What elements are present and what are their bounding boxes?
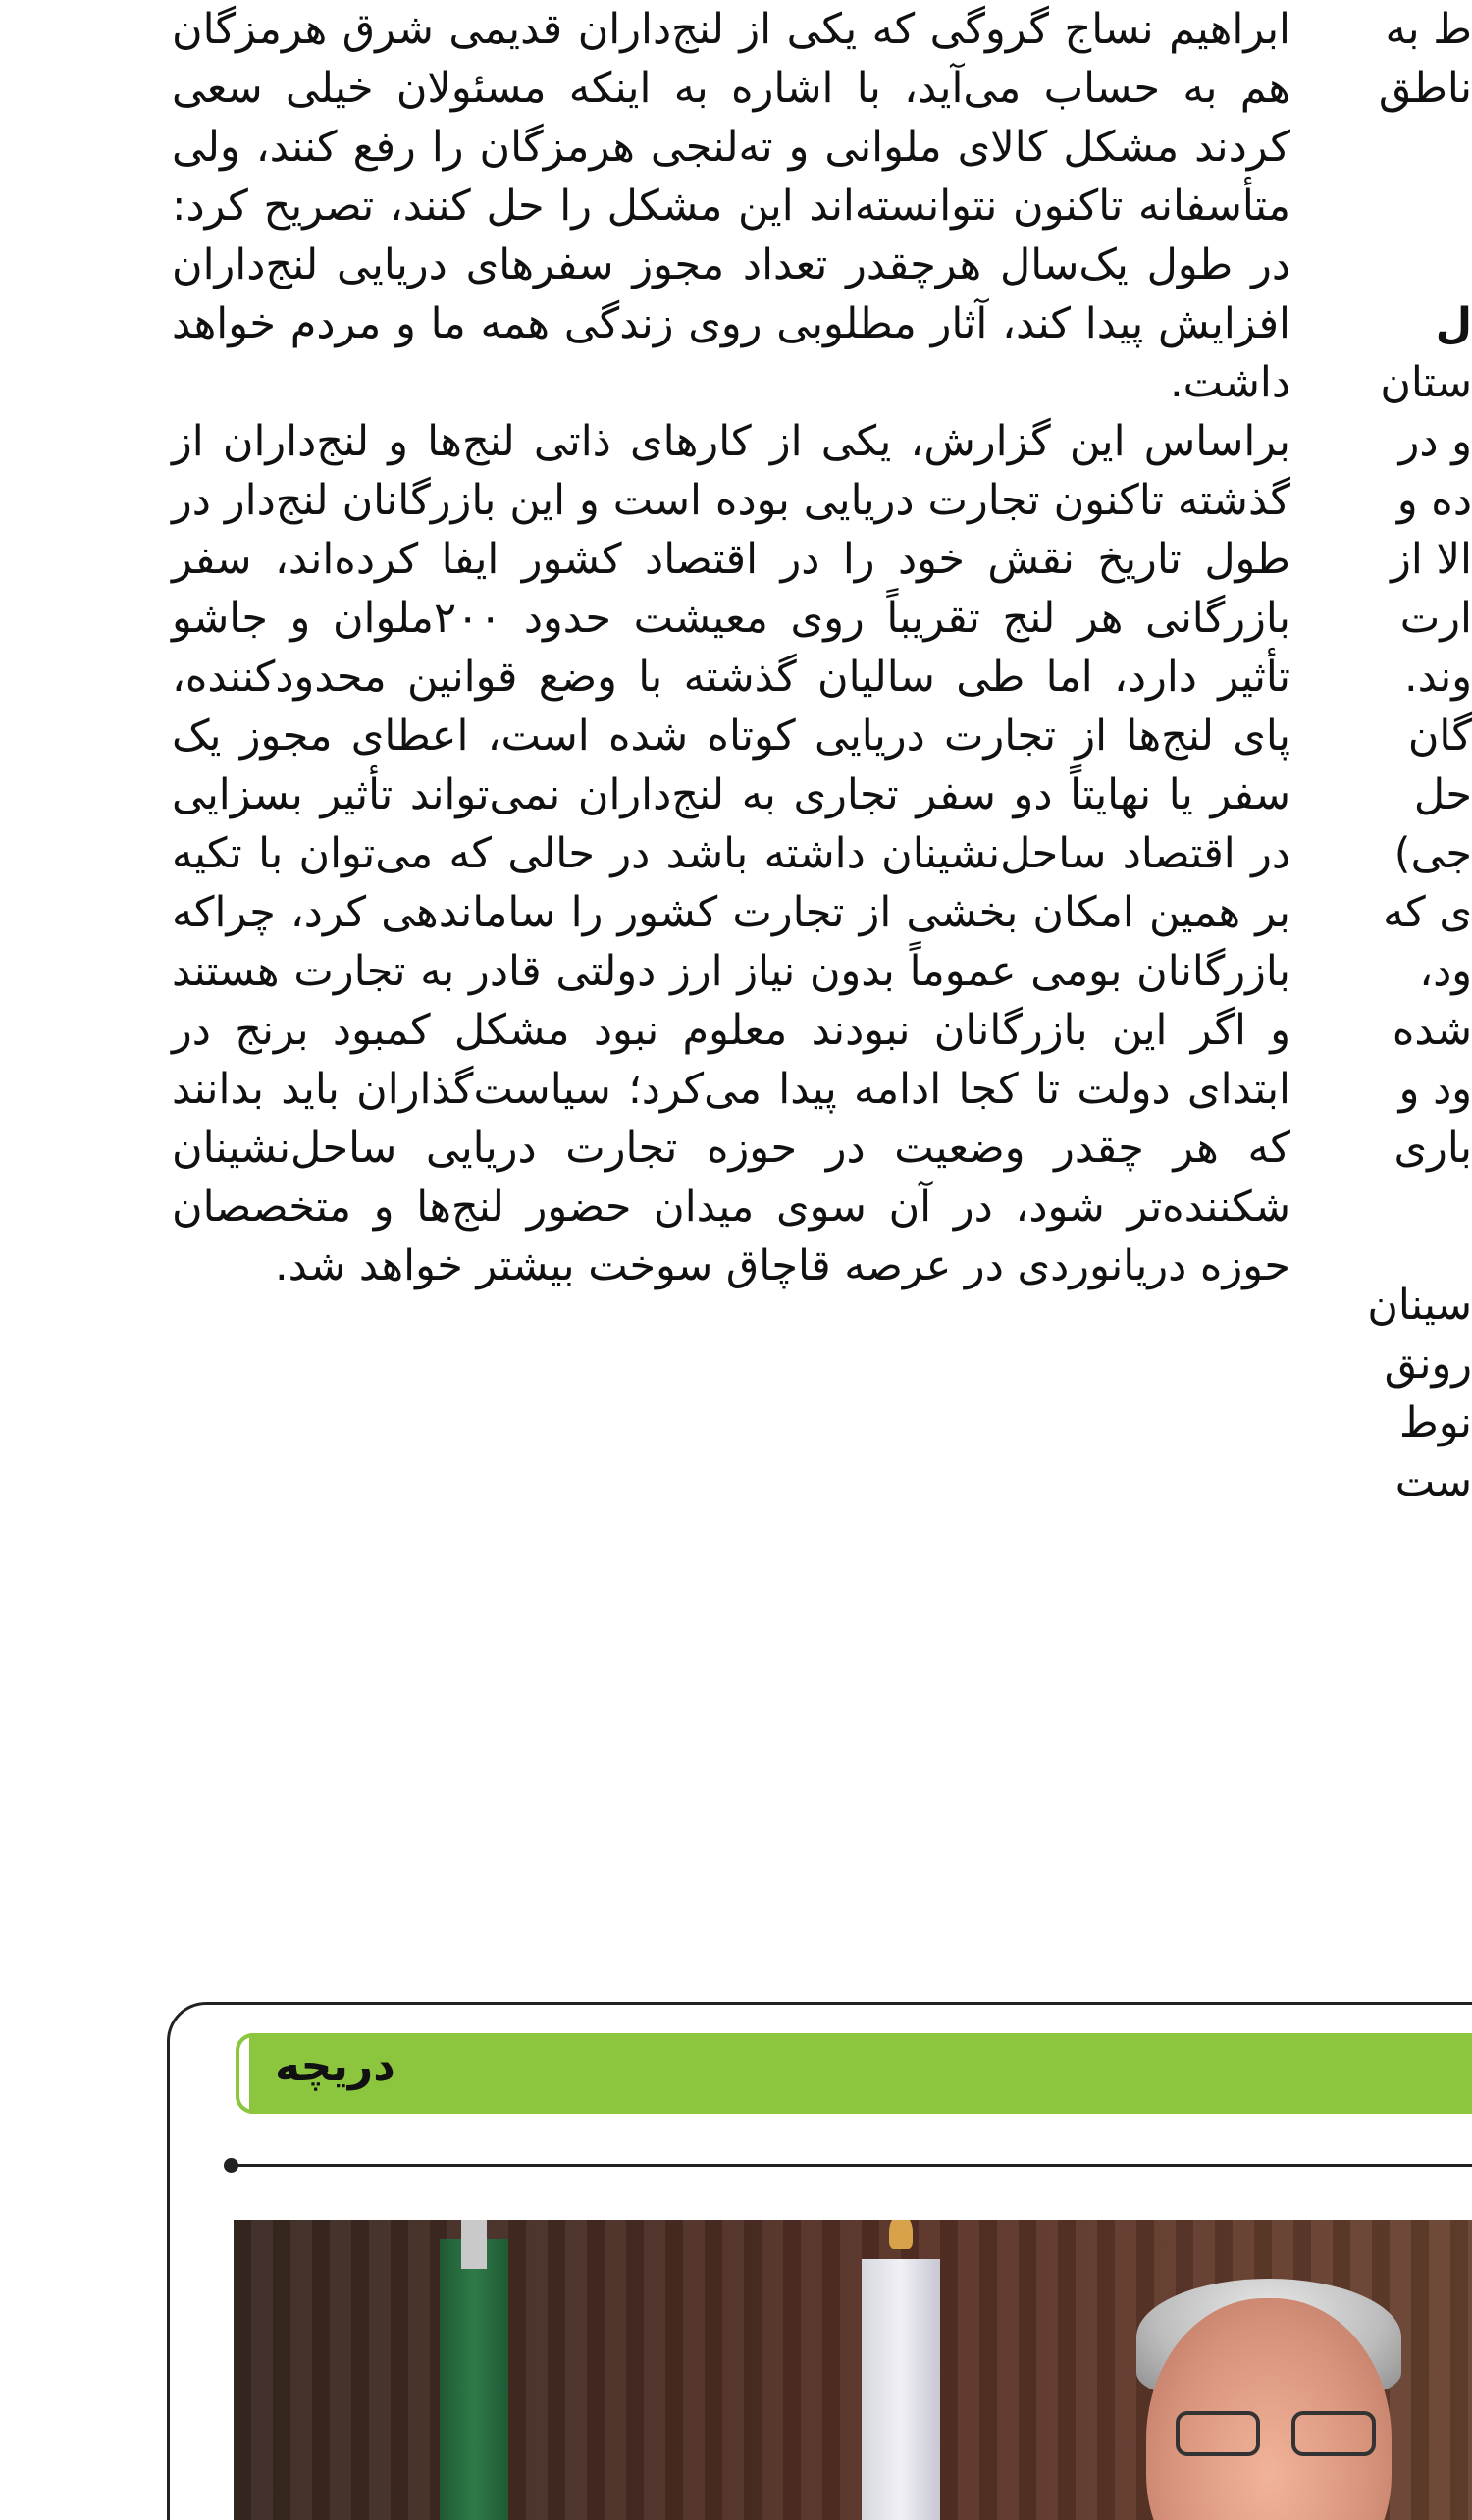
article-paragraph-2: براساس این گزارش، یکی از کارهای ذاتی لنج‌ها و لنج‌داران از گذشته تاکنون تجارت دریایی بوده است و این بازرگانان لنج‌دار در طول تاریخ نقش خود را در اقتصاد کشور ایفا کرده‌اند، سفر بازرگانی هر لنج تقریباً روی معیشت حدود ۲۰۰ملوان و جاشو تأثیر دارد، اما طی سالیان گذشته با وضع قوانین محدودکننده، پای لنج‌ها از تجارت دریایی کوتاه شده است، اعطای مجوز یک سفر یا نهایتاً دو سفر تجاری به لنج‌داران نمی‌تواند تأثیر بسزایی در اقتصاد ساحل‌نشینان داشته باشد در حالی که می‌توان با تکیه بر همین امکان بخشی از تجارت کشور را ساماندهی کرد، چراکه بازرگانان بومی عموماً بدون نیاز ارز دولتی قادر به تجارت هستند و اگر این بازرگانان نبودند معلوم نبود مشکل کمبود برنج در ابتدای دولت تا کجا ادامه پیدا می‌کرد؛ سیاست‌گذاران باید بدانند که هر چقدر وضعیت در حوزه تجارت دریایی ساحل‌نشینان شکننده‌تر شود، در آن سوی میدان حضور لنج‌ها و متخصصان حوزه دریانوردی در عرصه قاچاق سوخت بیشتر خواهد شد.: [172, 417, 1290, 1290]
side-line: وند.: [1404, 653, 1472, 702]
photo-flag-tip: [889, 2220, 913, 2249]
side-line: حل: [1413, 770, 1472, 819]
banner-notch: [236, 2033, 253, 2114]
side-line: ستان: [1380, 358, 1472, 407]
side-line: باری: [1393, 1124, 1472, 1173]
photo-flag-finial: [461, 2220, 487, 2269]
side-line: نوط: [1399, 1398, 1472, 1447]
box-title-banner: [236, 2033, 1472, 2114]
side-line: و در: [1398, 417, 1472, 466]
side-line: الا از: [1391, 535, 1472, 584]
photo-flag-white: [862, 2259, 940, 2520]
article-column: [172, 0, 1290, 1295]
side-line: ل: [1435, 299, 1472, 348]
article-paragraph-1: ابراهیم نساج گروگی که یکی از لنج‌داران قدیمی شرق هرمزگان هم به حساب می‌آید، با اشاره به اینکه مسئولان خیلی سعی کردند مشکل کالای ملوانی و ته‌لنجی هرمزگان را رفع کنند، ولی متأسفانه تاکنون نتوانسته‌اند این مشکل را حل کنند، تصریح کرد: در طول یک‌سال هرچقدر تعداد مجوز سفرهای دریایی لنج‌داران افزایش پیدا کند، آثار مطلوبی روی زندگی همه ما و مردم خواهد داشت.: [172, 5, 1290, 407]
box-title: دریچه: [275, 2041, 395, 2091]
divider-rule: [231, 2164, 1472, 2167]
side-line: ط به: [1385, 5, 1472, 54]
photo-flag-green: [440, 2239, 508, 2520]
side-line: ناطق: [1378, 64, 1472, 113]
side-line: گان: [1407, 711, 1472, 761]
photo-person-glasses: [1176, 2411, 1382, 2460]
side-line: شده: [1392, 1006, 1472, 1055]
news-photo: [234, 2220, 1472, 2520]
side-line: ود و: [1398, 1065, 1472, 1114]
divider-dot: [224, 2158, 238, 2173]
side-line: ده و: [1396, 476, 1472, 525]
side-line: ود،: [1419, 947, 1472, 996]
side-line: ی که: [1383, 888, 1472, 937]
side-line: ست: [1394, 1457, 1472, 1506]
side-line: رونق: [1384, 1339, 1472, 1389]
side-line: جی): [1393, 829, 1472, 878]
side-line: سینان: [1367, 1281, 1472, 1330]
side-line: ارت: [1399, 594, 1472, 643]
